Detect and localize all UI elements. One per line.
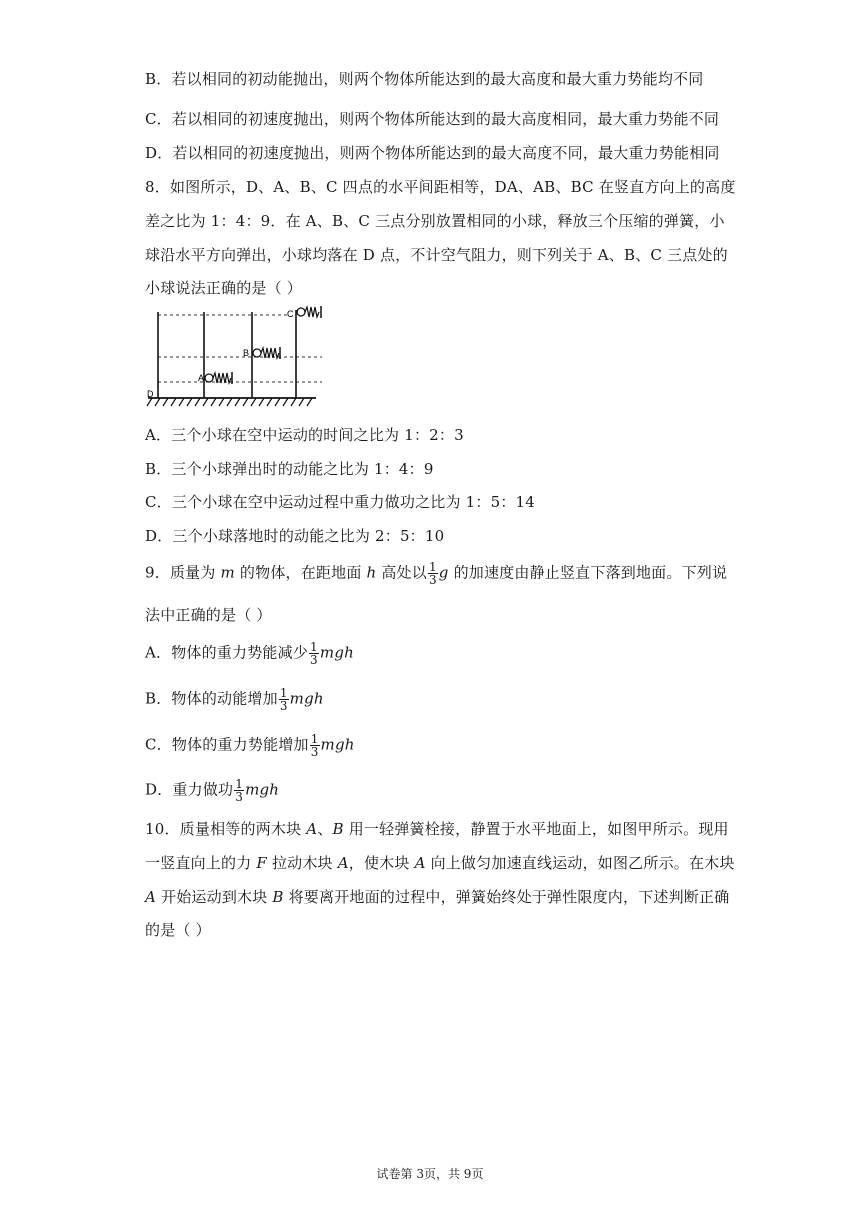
q8-stem-line4: 小球说法正确的是（ ）	[145, 279, 302, 297]
q8-option-a: A．三个小球在空中运动的时间之比为 1：2：3	[145, 426, 464, 444]
ground-hatching	[147, 398, 312, 406]
ball-spring-c	[297, 306, 321, 318]
q10-stem-line4: 的是（ ）	[145, 921, 211, 939]
q10-stem-line1: 10．质量相等的两木块 A、B 用一轻弹簧栓接，静置于水平地面上，如图甲所示。现用	[145, 820, 729, 838]
label-point-b: B	[243, 348, 250, 358]
q9-stem-line2: 法中正确的是（ ）	[145, 606, 272, 624]
fraction-one-third: $\frac{1}{3}$	[428, 560, 437, 587]
label-point-a: A	[198, 373, 205, 383]
q10-stem-line3: A 开始运动到木块 B 将要离开地面的过程中，弹簧始终处于弹性限度内，下述判断正确	[145, 888, 730, 906]
spring-c	[305, 307, 319, 317]
ball-c	[297, 308, 305, 316]
q9-option-c: C．物体的重力势能增加 $\frac{1}{3}$ mgh	[145, 732, 355, 759]
ball-b	[253, 349, 261, 357]
q8-figure	[146, 302, 322, 410]
option-b-q7: B．若以相同的初动能抛出，则两个物体所能达到的最大高度和最大重力势能均不同	[145, 70, 704, 88]
q8-option-b: B．三个小球弹出时的动能之比为 1：4：9	[145, 460, 434, 478]
q9-option-d: D．重力做功 $\frac{1}{3}$ mgh	[145, 777, 280, 804]
label-point-d: D	[147, 389, 154, 399]
q8-option-c: C．三个小球在空中运动过程中重力做功之比为 1：5：14	[145, 493, 536, 511]
spring-a	[213, 373, 231, 383]
q9-option-b: B．物体的动能增加 $\frac{1}{3}$ mgh	[145, 686, 324, 713]
q8-option-d: D．三个小球落地时的动能之比为 2：5：10	[145, 527, 445, 545]
q8-stem-line3: 球沿水平方向弹出，小球均落在 D 点，不计空气阻力，则下列关于 A、B、C 三点处的	[145, 246, 728, 264]
option-d-q7: D．若以相同的初速度抛出，则两个物体所能达到的最大高度不同，最大重力势能相同	[145, 144, 720, 162]
q9-stem-line1: 9．质量为 m 的物体，在距地面 h 高处以 $\frac{1}{3}$ g 的加速度由静止竖直下落到地面。下列说	[145, 560, 728, 587]
q8-stem-line2: 差之比为 1：4：9．在 A、B、C 三点分别放置相同的小球，释放三个压缩的弹簧，小	[145, 212, 725, 230]
page-footer: 试卷第 3页，共 9页	[376, 1167, 484, 1181]
spring-b	[261, 348, 279, 358]
q8-stem-line1: 8．如图所示，D、A、B、C 四点的水平间距相等，DA、AB、BC 在竖直方向上的高度	[145, 178, 736, 196]
label-point-c: C	[287, 309, 294, 319]
option-c-q7: C．若以相同的初速度抛出，则两个物体所能达到的最大高度相同，最大重力势能不同	[145, 110, 720, 128]
q9-option-a: A．物体的重力势能减少 $\frac{1}{3}$ mgh	[145, 640, 354, 667]
q10-stem-line2: 一竖直向上的力 F 拉动木块 A，使木块 A 向上做匀加速直线运动，如图乙所示。在木块	[145, 854, 735, 872]
ball-a	[205, 374, 213, 382]
